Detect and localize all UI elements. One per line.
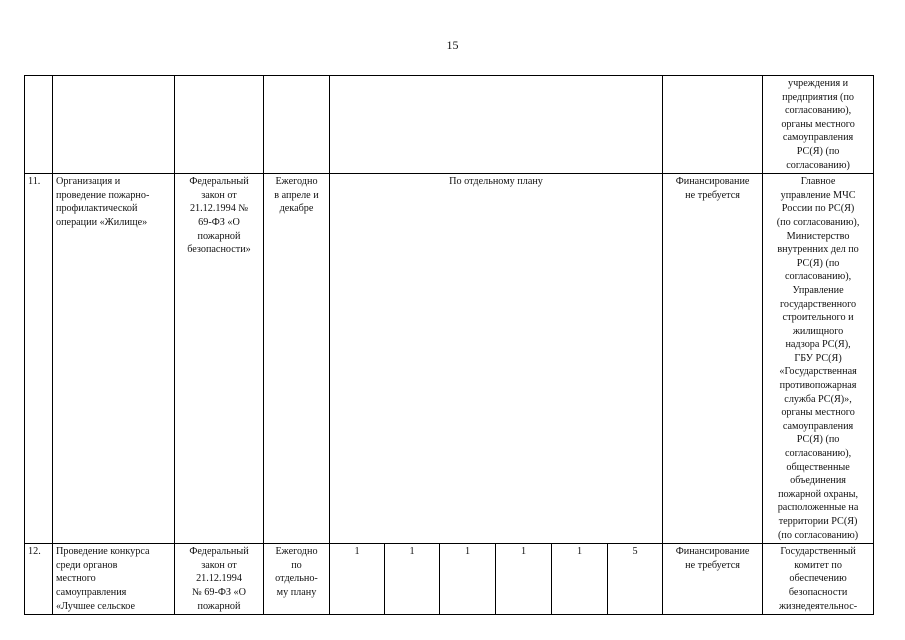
cell-value-1: 1 [330,544,385,615]
cell-name [53,76,175,174]
cell-executors: Государственный комитет по обеспечению безопасности жизнедеятельнос- [763,544,874,615]
cell-value-2: 1 [385,544,440,615]
cell-period: Ежегодно в апреле и декабре [264,174,330,544]
cell-plan [330,76,663,174]
cell-num [25,76,53,174]
cell-num: 12. [25,544,53,615]
cell-period [264,76,330,174]
cell-name: Организация и проведение пожарно- профилактической операции «Жилище» [53,174,175,544]
table-row-continued [25,76,874,174]
page-number: 15 [446,38,459,52]
cell-period: Ежегодно по отдельно- му плану [264,544,330,615]
cell-value-4: 1 [496,544,552,615]
measures-table [24,75,874,615]
cell-executors: учреждения и предприятия (по согласованию), органы местного самоуправления РС(Я) (по согласованию) [763,76,874,174]
cell-value-total: 5 [608,544,663,615]
cell-name: Проведение конкурса среди органов местного самоуправления «Лучшее сельское [53,544,175,615]
cell-plan: По отдельному плану [330,174,663,544]
table-row-12 [25,544,874,615]
cell-basis: Федеральный закон от 21.12.1994 № 69-ФЗ «О пожарной [175,544,264,615]
cell-basis: Федеральный закон от 21.12.1994 № 69-ФЗ «О пожарной безопасности» [175,174,264,544]
cell-value-5: 1 [552,544,608,615]
cell-financing [663,76,763,174]
cell-num: 11. [25,174,53,544]
cell-financing: Финансирование не требуется [663,174,763,544]
cell-executors: Главное управление МЧС России по РС(Я) (по согласованию), Министерство внутренних дел по РС(Я) (по согласованию), Управление государственного строительного и жилищного надзора РС(Я), ГБУ РС(Я) «Государственная противопожарная служба РС(Я)», органы местного самоуправления РС(Я) (по согласованию), общественные объединения пожарной охраны, расположенные на территории РС(Я) (по согласованию) [763,174,874,544]
cell-value-3: 1 [440,544,496,615]
cell-basis [175,76,264,174]
cell-financing: Финансирование не требуется [663,544,763,615]
table-row-11 [25,174,874,544]
